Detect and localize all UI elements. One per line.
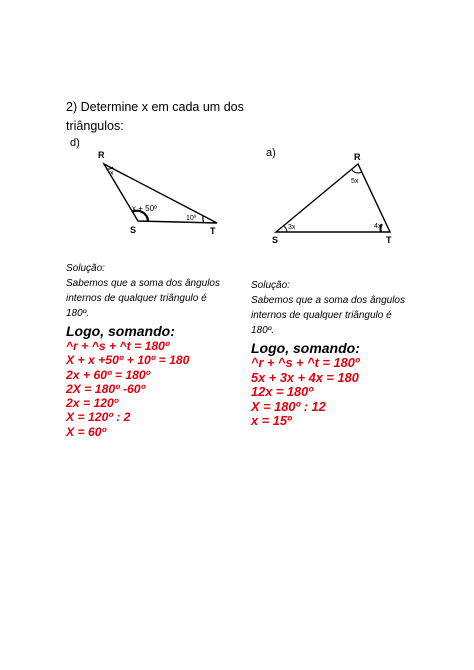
equation-line: 2X = 180º -60º	[66, 381, 146, 396]
solution-text-line-1: Sabemos que a soma dos ângulos	[251, 295, 405, 306]
solution-text-line-3: 180º.	[251, 325, 275, 336]
figure-a-label: a)	[266, 147, 276, 159]
vertex-t-label: T	[386, 235, 392, 245]
equation-line: x = 15º	[251, 413, 292, 428]
solution-label: Solução:	[251, 280, 290, 291]
triangle-a-shape	[276, 164, 390, 232]
equation-line: X = 120º : 2	[66, 410, 131, 425]
vertex-r-label: R	[354, 152, 361, 162]
question-line-2: triângulos:	[66, 119, 124, 133]
angle-r-label: x	[110, 170, 114, 177]
equation-line: X = 60º	[66, 424, 107, 439]
solution-text-line-2: internos de qualquer triângulo é	[66, 293, 207, 304]
triangle-a-svg	[264, 140, 404, 250]
equation-line: 12x = 180º	[251, 384, 313, 399]
solution-text-line-3: 180º.	[66, 308, 90, 319]
solution-label: Solução:	[66, 263, 105, 274]
triangle-d-shape	[104, 164, 217, 223]
equation-line: 2x = 120º	[66, 396, 119, 411]
triangle-figure-d	[60, 130, 230, 240]
vertex-s-label: S	[130, 225, 137, 235]
angle-r-label: 5x	[351, 178, 359, 185]
left-solution	[66, 262, 246, 439]
equation-line: X + x +50º + 10º = 180	[66, 353, 190, 368]
question-line-1: 2) Determine x em cada um dos	[66, 100, 244, 114]
vertex-t-label: T	[210, 226, 216, 236]
right-solution	[251, 279, 431, 429]
triangle-figure-a	[264, 140, 404, 250]
angle-arc-s	[284, 226, 287, 232]
vertex-s-label: S	[272, 235, 279, 245]
solution-text-line-1: Sabemos que a soma dos ângulos	[66, 278, 220, 289]
angle-s-label: x + 50º	[132, 204, 157, 213]
solution-text-line-2: internos de qualquer triângulo é	[251, 310, 392, 321]
equation-line: 2x + 60º = 180º	[66, 367, 151, 382]
figure-d-label: d)	[70, 137, 80, 149]
triangle-d-svg	[60, 130, 230, 240]
angle-t-label: 10º	[186, 215, 197, 222]
equation-line: ^r + ^s + ^t = 180º	[66, 339, 170, 353]
equation-line: 5x + 3x + 4x = 180	[251, 369, 359, 385]
vertex-r-label: R	[98, 150, 105, 160]
solution-heading: Logo, somando:	[66, 323, 175, 339]
angle-t-label: 4x	[374, 223, 382, 230]
angle-s-label: 3x	[288, 224, 296, 231]
solution-heading: Logo, somando:	[251, 340, 360, 356]
equation-line: ^r + ^s + ^t = 180º	[251, 355, 360, 370]
angle-arc-t	[203, 216, 204, 223]
equation-line: X = 180º : 12	[251, 398, 326, 414]
